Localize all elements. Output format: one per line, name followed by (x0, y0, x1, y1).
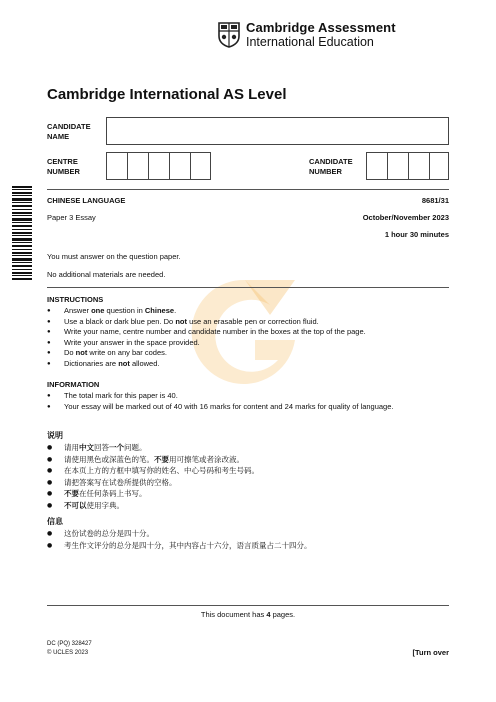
digit-divider (190, 153, 191, 179)
list-item: ● 不可以使用字典。 (47, 500, 259, 512)
barcode-icon (12, 186, 40, 280)
zh-instructions-list (47, 442, 259, 511)
list-item: ● 在本页上方的方框中填写你的姓名、中心号码和考生号码。 (47, 465, 259, 477)
candidate-number-field[interactable] (366, 152, 449, 180)
logo-line-1: Cambridge Assessment (246, 20, 396, 35)
list-item: ● 请把答案写在试卷所提供的空格。 (47, 477, 259, 489)
list-item: ● 请用中文回答一个问题。 (47, 442, 259, 454)
logo-text (246, 20, 486, 49)
candidate-name-label-line1: CANDIDATE (47, 122, 91, 131)
list-item: ● Answer one question in Chinese. (47, 306, 366, 317)
list-item: ● Write your answer in the space provided. (47, 338, 366, 349)
component-code: 8681/31 (421, 196, 449, 205)
candidate-number-label-line1: CANDIDATE (309, 157, 353, 166)
zh-instructions-heading: 说明 (47, 431, 63, 440)
digit-divider (429, 153, 430, 179)
centre-number-label-line2: NUMBER (47, 167, 80, 176)
digit-divider (387, 153, 388, 179)
information-heading: INFORMATION (47, 380, 100, 389)
document-reference: DC (PQ) 328427 (47, 641, 92, 647)
divider (47, 605, 449, 606)
list-item: ● 考生作文评分的总分是四十分，其中内容占十六分，语言质量占二十四分。 (47, 540, 312, 552)
list-item: ● Your essay will be marked out of 40 with 16 marks for content and 24 marks for quality of language. (47, 402, 393, 413)
list-item: ● 请使用黑色或深蓝色的笔。不要用可擦笔或者涂改液。 (47, 454, 259, 466)
page-title: Cambridge International AS Level (47, 86, 287, 103)
exam-duration: 1 hour 30 minutes (384, 230, 449, 239)
paper-name: Paper 3 Essay (47, 213, 96, 222)
turn-over-note: [Turn over (412, 648, 449, 657)
list-item: ● Write your name, centre number and candidate number in the boxes at the top of the page. (47, 327, 366, 338)
zh-information-heading: 信息 (47, 517, 63, 526)
divider (47, 287, 449, 288)
zh-information-list (47, 528, 312, 551)
instructions-heading: INSTRUCTIONS (47, 295, 104, 304)
list-item: ● 这份试卷的总分是四十分。 (47, 528, 312, 540)
digit-divider (169, 153, 170, 179)
page-count-note: This document has 4 pages. (200, 610, 296, 619)
list-item: ● The total mark for this paper is 40. (47, 391, 393, 402)
logo-line-2: International Education (246, 35, 374, 49)
answer-note: You must answer on the question paper. (47, 252, 181, 261)
candidate-number-label (309, 157, 353, 177)
divider (47, 189, 449, 190)
list-item: ● Do not write on any bar codes. (47, 348, 366, 359)
list-item: ● Use a black or dark blue pen. Do not use an erasable pen or correction fluid. (47, 317, 366, 328)
centre-number-label-line1: CENTRE (47, 157, 78, 166)
instructions-list (47, 306, 366, 369)
digit-divider (127, 153, 128, 179)
candidate-name-label-line2: NAME (47, 132, 70, 141)
list-item: ● 不要在任何条码上书写。 (47, 488, 259, 500)
copyright-notice: © UCLES 2023 (47, 650, 89, 656)
candidate-name-label (47, 122, 91, 142)
information-list (47, 391, 393, 412)
digit-divider (148, 153, 149, 179)
centre-number-label (47, 157, 80, 177)
exam-session: October/November 2023 (362, 213, 449, 222)
list-item: ● Dictionaries are not allowed. (47, 359, 366, 370)
digit-divider (408, 153, 409, 179)
materials-note: No additional materials are needed. (47, 270, 166, 279)
candidate-number-label-line2: NUMBER (309, 167, 342, 176)
cambridge-shield-icon (218, 22, 240, 48)
centre-number-field[interactable] (106, 152, 211, 180)
subject-name: CHINESE LANGUAGE (47, 196, 126, 205)
candidate-name-field[interactable] (106, 117, 449, 145)
